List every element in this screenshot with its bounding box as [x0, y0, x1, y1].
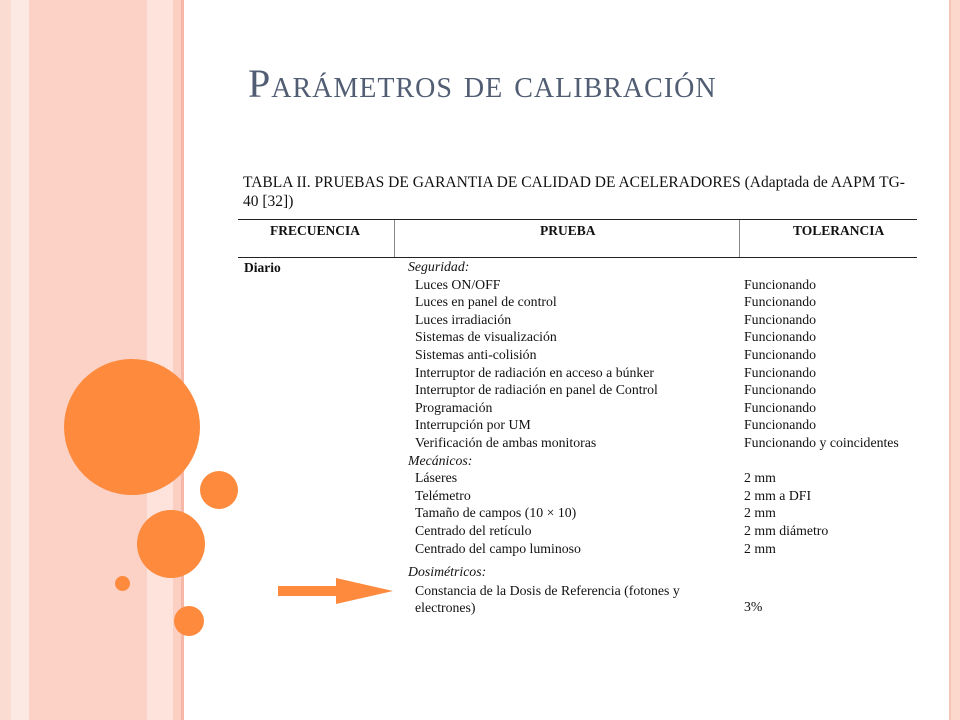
tolerancia-cell: 2 mm a DFI — [744, 487, 812, 503]
table-row — [408, 582, 928, 617]
table-rule-header — [238, 257, 917, 258]
page-title: Parámetros de calibración — [248, 61, 717, 106]
table-body — [408, 259, 928, 617]
tolerancia-cell: 2 mm diámetro — [744, 522, 829, 538]
arrow-right-icon — [278, 578, 393, 604]
tolerancia-cell: 2 mm — [744, 540, 776, 556]
table-row — [408, 417, 928, 435]
prueba-cell: Láseres — [415, 470, 458, 486]
tolerancia-cell: Funcionando — [744, 311, 817, 327]
prueba-cell — [415, 582, 680, 617]
prueba-cell: Interrupción por UM — [415, 417, 531, 433]
category-row — [408, 564, 928, 582]
decor-circle-small — [200, 471, 238, 509]
table-row — [408, 523, 928, 541]
prueba-cell: Luces irradiación — [415, 311, 512, 327]
prueba-cell: Programación — [415, 399, 493, 415]
prueba-cell: Interruptor de radiación en panel de Control — [415, 382, 658, 398]
decor-stripe — [0, 0, 11, 720]
header-tolerancia: TOLERANCIA — [793, 223, 885, 238]
prueba-line: Constancia de la Dosis de Referencia (fotones y — [415, 582, 680, 598]
prueba-cell: Centrado del retículo — [415, 522, 532, 538]
table-rule-top — [238, 219, 917, 220]
header-frecuencia: FRECUENCIA — [270, 223, 361, 238]
decor-stripe — [147, 0, 173, 720]
table-row — [408, 365, 928, 383]
category-label: Mecánicos: — [408, 452, 473, 468]
table-row — [408, 382, 928, 400]
prueba-cell: Interruptor de radiación en acceso a búnker — [415, 364, 655, 380]
tolerancia-cell: Funcionando — [744, 382, 817, 398]
header-prueba: PRUEBA — [540, 223, 596, 238]
prueba-cell: Luces ON/OFF — [415, 276, 501, 292]
decor-circle-small — [174, 606, 204, 636]
column-divider — [739, 220, 740, 257]
table-row — [408, 312, 928, 330]
prueba-cell: Verificación de ambas monitoras — [415, 434, 597, 450]
tolerancia-cell: Funcionando y coincidentes — [744, 434, 899, 450]
decor-edge — [951, 0, 960, 720]
prueba-cell: Centrado del campo luminoso — [415, 540, 581, 556]
table-row — [408, 347, 928, 365]
table-row — [408, 329, 928, 347]
tolerancia-cell: 2 mm — [744, 470, 776, 486]
tolerancia-cell: 2 mm — [744, 505, 776, 521]
decor-edge — [949, 0, 951, 720]
table-row — [408, 488, 928, 506]
prueba-cell: Luces en panel de control — [415, 294, 557, 310]
prueba-cell: Sistemas de visualización — [415, 329, 557, 345]
category-label: Seguridad: — [408, 259, 470, 274]
table-row — [408, 470, 928, 488]
category-row — [408, 259, 928, 277]
tolerancia-cell: 3% — [744, 599, 763, 615]
column-divider — [394, 220, 395, 257]
prueba-line: electrones) — [415, 600, 476, 616]
tolerancia-cell: Funcionando — [744, 276, 817, 292]
decor-circle-large — [64, 359, 200, 495]
table-row — [408, 400, 928, 418]
table-row — [408, 505, 928, 523]
prueba-cell: Telémetro — [415, 487, 471, 503]
decor-circle-medium — [137, 510, 205, 578]
tolerancia-cell: Funcionando — [744, 399, 817, 415]
tolerancia-cell: Funcionando — [744, 294, 817, 310]
tolerancia-cell: Funcionando — [744, 417, 817, 433]
table-row — [408, 294, 928, 312]
category-row — [408, 453, 928, 471]
decor-circle-tiny — [115, 576, 130, 591]
prueba-cell: Sistemas anti-colisión — [415, 346, 537, 362]
frecuencia-value: Diario — [244, 260, 281, 275]
decor-stripe — [11, 0, 29, 720]
category-label: Dosimétricos: — [408, 564, 487, 580]
table-row — [408, 435, 928, 453]
tolerancia-cell: Funcionando — [744, 364, 817, 380]
table-row — [408, 541, 928, 559]
table-row — [408, 277, 928, 295]
table-caption: TABLA II. PRUEBAS DE GARANTIA DE CALIDAD DE ACELERADORES (Adaptada de AAPM TG-40 [32]) — [243, 174, 905, 210]
tolerancia-cell: Funcionando — [744, 329, 817, 345]
prueba-cell: Tamaño de campos (10 × 10) — [415, 505, 577, 521]
tolerancia-cell: Funcionando — [744, 346, 817, 362]
